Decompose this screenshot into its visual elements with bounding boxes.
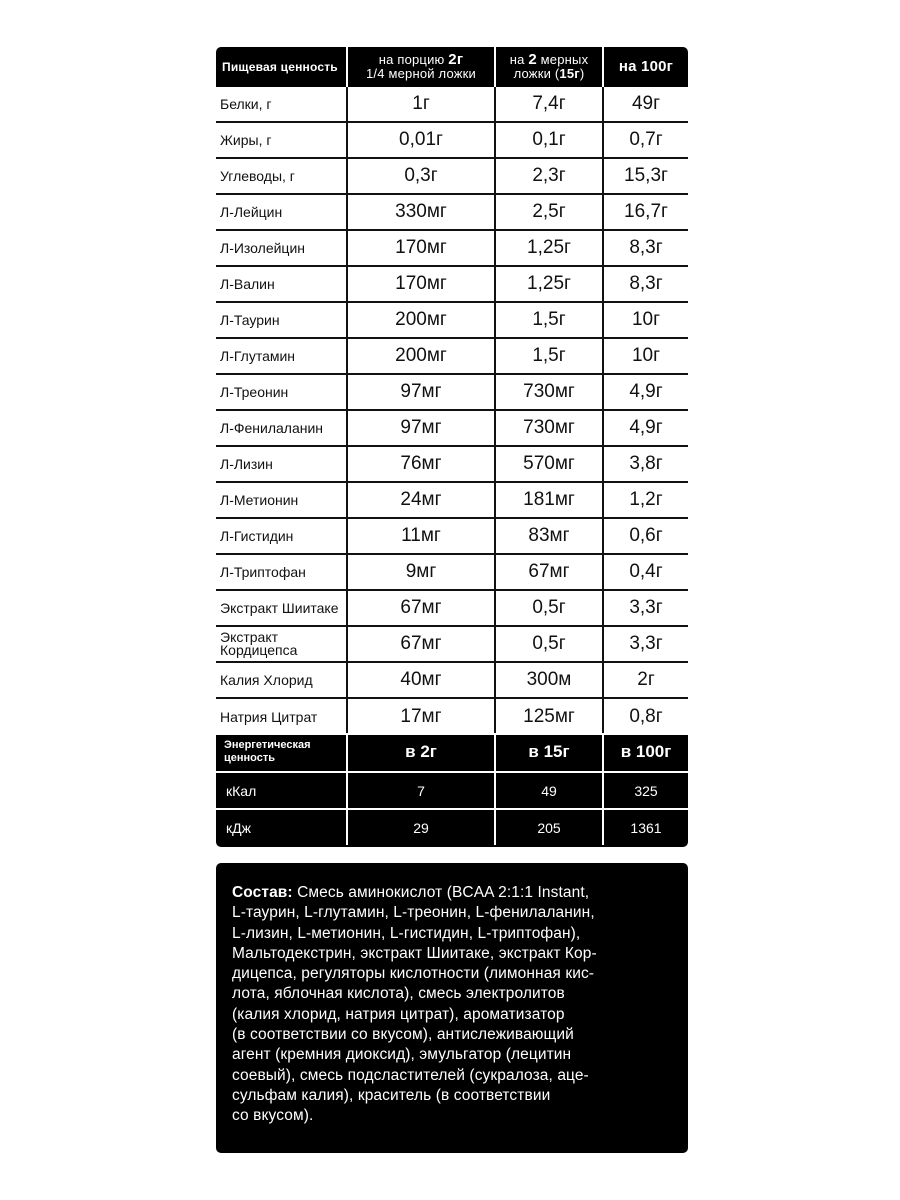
nutrient-name: Калия Хлорид xyxy=(220,671,313,688)
value-per-two-scoops: 2,5г xyxy=(494,195,602,229)
value-per-serving: 24мг xyxy=(346,483,494,517)
value-per-serving: 9мг xyxy=(346,555,494,589)
value-per-100g: 3,3г xyxy=(602,591,688,625)
table-row xyxy=(216,699,688,735)
energy-unit: кДж xyxy=(226,819,251,836)
composition-line: со вкусом). xyxy=(232,1107,314,1125)
nutrient-name: Л-Лейцин xyxy=(220,203,283,220)
table-row xyxy=(216,303,688,339)
table-row xyxy=(216,267,688,303)
value-per-100g: 49г xyxy=(602,87,688,121)
nutrient-name: Л-Метионин xyxy=(220,491,299,508)
value-per-serving: 40мг xyxy=(346,663,494,697)
value-per-serving: 17мг xyxy=(346,699,494,735)
value-per-serving: 170мг xyxy=(346,267,494,301)
nutrient-name: Л-Гистидин xyxy=(220,527,294,544)
energy-header-2g: в 2г xyxy=(346,733,494,771)
composition-title: Состав: xyxy=(232,884,293,901)
composition-line: дицепса, регуляторы кислотности (лимонная кис- xyxy=(232,965,595,983)
energy-2g: 7 xyxy=(346,773,494,808)
energy-row xyxy=(216,808,688,845)
value-per-serving: 11мг xyxy=(346,519,494,553)
value-per-serving: 76мг xyxy=(346,447,494,481)
value-per-serving: 200мг xyxy=(346,339,494,373)
composition-box xyxy=(216,863,688,1153)
table-row xyxy=(216,231,688,267)
value-per-two-scoops: 1,25г xyxy=(494,231,602,265)
value-per-two-scoops: 7,4г xyxy=(494,87,602,121)
value-per-serving: 67мг xyxy=(346,627,494,661)
composition-line: Мальтодекстрин, экстракт Шиитаке, экстракт Кор- xyxy=(232,944,597,962)
value-per-100g: 3,8г xyxy=(602,447,688,481)
value-per-two-scoops: 181мг xyxy=(494,483,602,517)
composition-line: L-таурин, L-глутамин, L-треонин, L-фенилаланин, xyxy=(232,904,595,922)
nutrient-name: Углеводы, г xyxy=(220,167,295,184)
nutrient-name: Л-Изолейцин xyxy=(220,239,305,256)
nutrition-rows xyxy=(216,87,688,735)
nutrient-name: Л-Триптофан xyxy=(220,563,306,580)
value-per-100g: 0,7г xyxy=(602,123,688,157)
table-row xyxy=(216,411,688,447)
table-row xyxy=(216,519,688,555)
value-per-serving: 97мг xyxy=(346,411,494,445)
value-per-100g: 4,9г xyxy=(602,411,688,445)
energy-15g: 49 xyxy=(494,773,602,808)
header-per-two-scoops: на 2 мерных ложки (15г) xyxy=(494,47,602,87)
table-row xyxy=(216,375,688,411)
table-row xyxy=(216,123,688,159)
nutrient-name: Л-Таурин xyxy=(220,311,280,328)
energy-row xyxy=(216,771,688,808)
table-row xyxy=(216,483,688,519)
energy-100g: 325 xyxy=(602,773,688,808)
composition-line: Состав: Смесь аминокислот (BCAA 2:1:1 Instant, xyxy=(232,884,590,901)
header-per-serving: на порцию 2г 1/4 мерной ложки xyxy=(346,47,494,87)
table-row xyxy=(216,447,688,483)
value-per-two-scoops: 730мг xyxy=(494,411,602,445)
nutrient-name: Л-Валин xyxy=(220,275,275,292)
composition-line: агент (кремния диоксид), эмульгатор (лецитин xyxy=(232,1046,572,1064)
energy-header xyxy=(216,733,688,771)
value-per-100g: 8,3г xyxy=(602,231,688,265)
value-per-100g: 16,7г xyxy=(602,195,688,229)
value-per-serving: 0,3г xyxy=(346,159,494,193)
table-row xyxy=(216,627,688,663)
value-per-100g: 0,4г xyxy=(602,555,688,589)
value-per-serving: 97мг xyxy=(346,375,494,409)
energy-header-15g: в 15г xyxy=(494,733,602,771)
composition-line: (калия хлорид, натрия цитрат), ароматизатор xyxy=(232,1005,565,1023)
energy-15g: 205 xyxy=(494,810,602,845)
nutrient-name: Экстракт Шиитаке xyxy=(220,599,339,616)
nutrient-name: Натрия Цитрат xyxy=(220,708,318,725)
nutrient-name: Экстракт Кордицепса xyxy=(220,629,298,658)
value-per-two-scoops: 1,25г xyxy=(494,267,602,301)
value-per-100g: 0,8г xyxy=(602,699,688,735)
value-per-two-scoops: 125мг xyxy=(494,699,602,735)
energy-header-label: Энергетическая ценность xyxy=(224,739,311,764)
header-per-100g: на 100г xyxy=(602,47,688,87)
value-per-serving: 200мг xyxy=(346,303,494,337)
value-per-two-scoops: 0,5г xyxy=(494,591,602,625)
nutrient-name: Белки, г xyxy=(220,95,272,112)
value-per-100g: 2г xyxy=(602,663,688,697)
value-per-two-scoops: 0,1г xyxy=(494,123,602,157)
table-row xyxy=(216,195,688,231)
composition-line: соевый), смесь подсластителей (сукралоза, аце- xyxy=(232,1066,589,1084)
value-per-two-scoops: 730мг xyxy=(494,375,602,409)
table-row xyxy=(216,591,688,627)
value-per-two-scoops: 0,5г xyxy=(494,627,602,661)
header-nutrition-value: Пищевая ценность xyxy=(222,60,338,74)
value-per-two-scoops: 570мг xyxy=(494,447,602,481)
value-per-100g: 10г xyxy=(602,303,688,337)
value-per-two-scoops: 300м xyxy=(494,663,602,697)
value-per-100g: 4,9г xyxy=(602,375,688,409)
value-per-two-scoops: 83мг xyxy=(494,519,602,553)
energy-2g: 29 xyxy=(346,810,494,845)
table-row xyxy=(216,159,688,195)
composition-line: (в соответствии со вкусом), антислеживающий xyxy=(232,1026,574,1044)
table-header xyxy=(216,47,688,87)
table-row xyxy=(216,663,688,699)
value-per-100g: 3,3г xyxy=(602,627,688,661)
value-per-two-scoops: 1,5г xyxy=(494,303,602,337)
energy-rows xyxy=(216,771,688,845)
value-per-two-scoops: 2,3г xyxy=(494,159,602,193)
value-per-100g: 8,3г xyxy=(602,267,688,301)
composition-line: сульфам калия), краситель (в соответствии xyxy=(232,1086,551,1104)
composition-text xyxy=(232,883,672,1127)
composition-line: L-лизин, L-метионин, L-гистидин, L-триптофан), xyxy=(232,924,581,942)
energy-unit: кКал xyxy=(226,782,257,799)
nutrient-name: Л-Фенилаланин xyxy=(220,419,324,436)
nutrient-name: Жиры, г xyxy=(220,131,272,148)
value-per-100g: 15,3г xyxy=(602,159,688,193)
value-per-serving: 170мг xyxy=(346,231,494,265)
nutrient-name: Л-Глутамин xyxy=(220,347,296,364)
value-per-serving: 330мг xyxy=(346,195,494,229)
nutrient-name: Л-Треонин xyxy=(220,383,289,400)
table-row xyxy=(216,87,688,123)
value-per-two-scoops: 67мг xyxy=(494,555,602,589)
value-per-two-scoops: 1,5г xyxy=(494,339,602,373)
value-per-serving: 1г xyxy=(346,87,494,121)
energy-100g: 1361 xyxy=(602,810,688,845)
value-per-100g: 0,6г xyxy=(602,519,688,553)
nutrient-name: Л-Лизин xyxy=(220,455,273,472)
table-row xyxy=(216,555,688,591)
value-per-100g: 10г xyxy=(602,339,688,373)
value-per-serving: 0,01г xyxy=(346,123,494,157)
table-row xyxy=(216,339,688,375)
composition-line: лота, яблочная кислота), смесь электролитов xyxy=(232,985,565,1003)
value-per-serving: 67мг xyxy=(346,591,494,625)
energy-header-100g: в 100г xyxy=(602,733,688,771)
value-per-100g: 1,2г xyxy=(602,483,688,517)
